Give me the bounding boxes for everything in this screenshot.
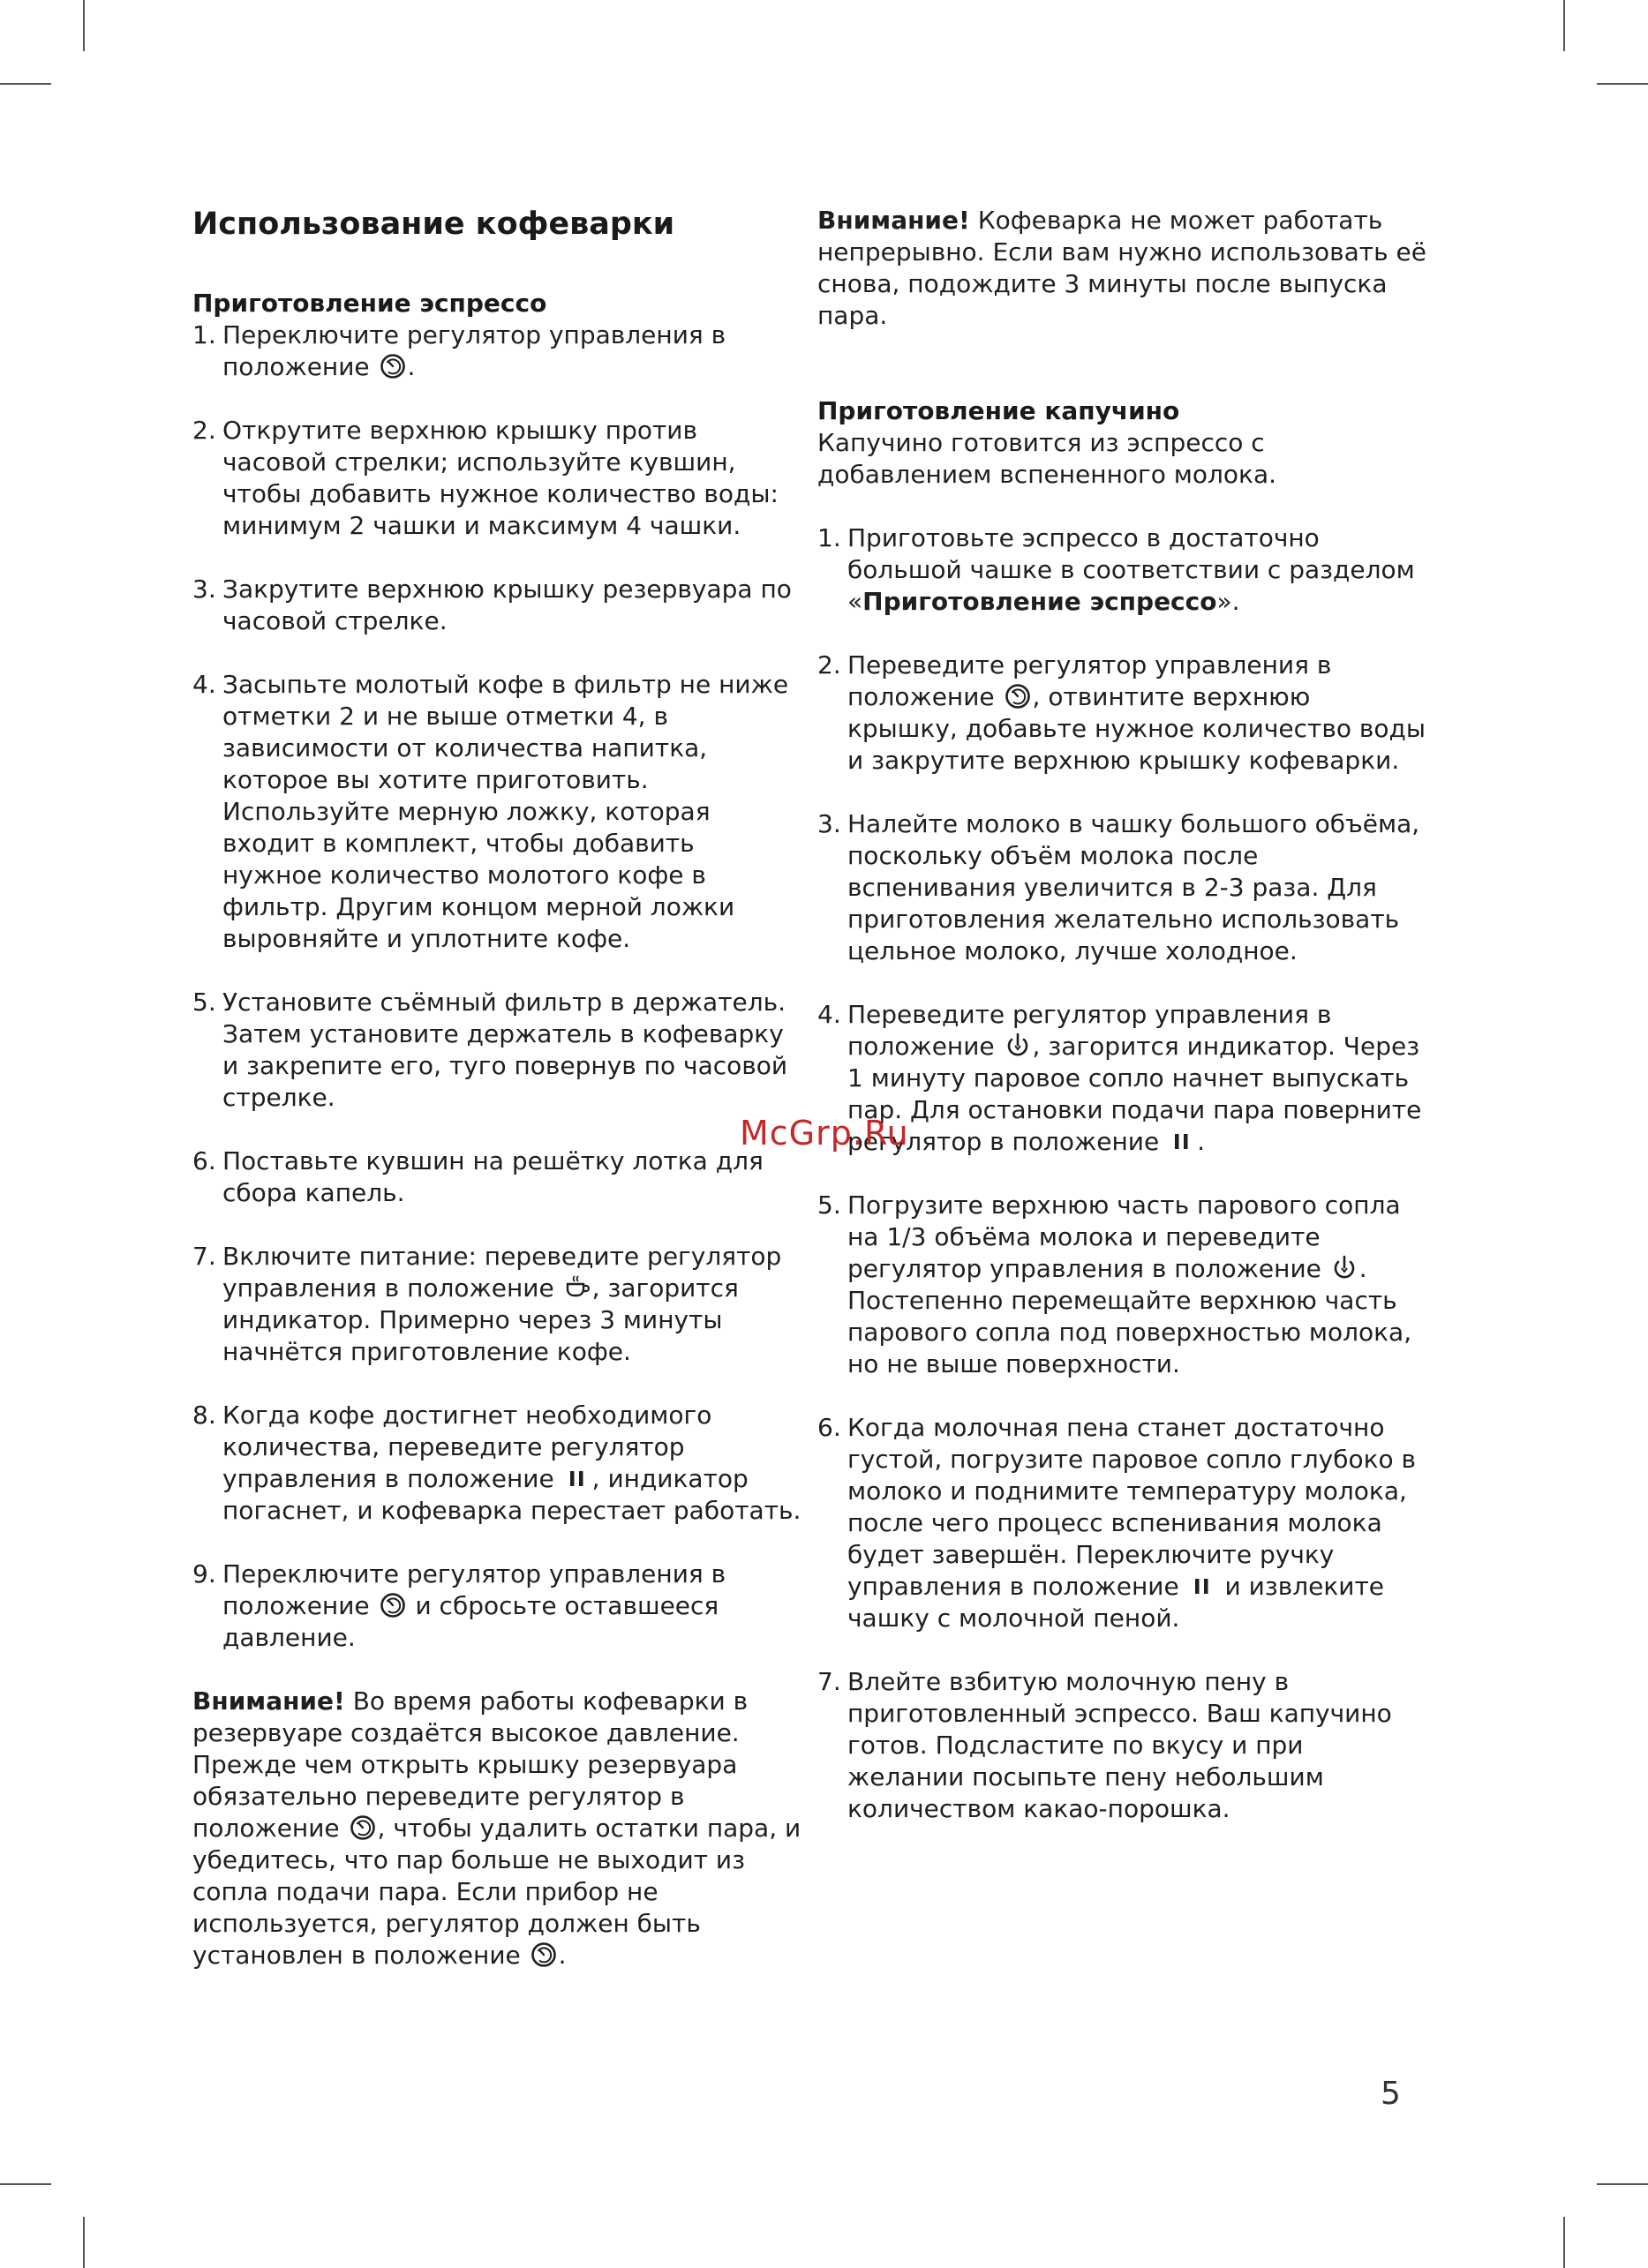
espresso-step-2 [192, 415, 801, 542]
espresso-step-3 [192, 574, 801, 637]
cappuccino-intro: Капучино готовится из эспрессо с добавлением вспененного молока. [817, 428, 1276, 489]
cappuccino-step-1 [817, 522, 1426, 618]
step-number: 8. [192, 1401, 216, 1430]
step-number: 1. [817, 523, 841, 552]
steam-icon [1331, 1255, 1358, 1281]
cappuccino-step-3 [817, 808, 1426, 967]
crop-mark [0, 2183, 51, 2185]
step-text: и сбросьте оставшееся давление. [222, 1591, 719, 1652]
step-text: , загорится индикатор. Через 1 минуту паровое сопло начнет выпускать пар. Для остановки подачи пара поверните регулятор в положение [847, 1032, 1422, 1156]
pause-icon [564, 1465, 591, 1491]
warning-text: Во время работы кофеварки в резервуаре создаётся высокое давление. Прежде чем открыть крышку резервуара обязательно переведите регулятор в положение [192, 1686, 749, 1843]
step-number: 6. [817, 1413, 841, 1442]
step-number: 3. [192, 575, 216, 604]
step-text: Включите питание: переведите регулятор управления в положение [222, 1242, 782, 1303]
espresso-step-1 [192, 319, 801, 383]
warning-label: Внимание! [192, 1686, 345, 1716]
step-text: и извлеките чашку с молочной пеной. [847, 1572, 1384, 1633]
cappuccino-steps [817, 522, 1426, 1825]
crop-mark [1597, 83, 1648, 85]
step-text: Открутите верхнюю крышку против часовой стрелки; используйте кувшин, чтобы добавить нужное количество воды: минимум 2 чашки и максимум 4 чашки. [222, 416, 779, 540]
coffee-cup-icon [564, 1274, 591, 1301]
step-text: . [1197, 1127, 1205, 1156]
step-text: Установите съёмный фильтр в держатель. Затем установите держатель в кофеварку и закрепите его, туго повернув по часовой стрелке. [222, 988, 788, 1112]
pause-icon [1169, 1128, 1195, 1154]
espresso-steps [192, 319, 801, 1654]
step-text: . [407, 352, 416, 381]
step-number: 9. [192, 1559, 216, 1588]
step-text: Налейте молоко в чашку большого объёма, поскольку объём молока после вспенивания увеличится в 2-3 раза. Для приготовления желательно использовать цельное молоко, лучше холодное. [847, 809, 1420, 965]
step-text: Переведите регулятор управления в положение [847, 650, 1332, 711]
warning-label: Внимание! [817, 206, 970, 235]
crop-mark [0, 83, 51, 85]
dial-icon [531, 1941, 557, 1968]
step-text: Погрузите верхнюю часть парового сопла на 1/3 объёма молока и переведите регулятор управления в положение [847, 1190, 1401, 1283]
step-number: 5. [192, 988, 216, 1017]
espresso-step-9 [192, 1558, 801, 1654]
step-text: Переключите регулятор управления в положение [222, 320, 726, 381]
right-column [817, 205, 1426, 1857]
espresso-heading: Приготовление эспрессо [192, 289, 547, 318]
step-number: 4. [817, 1000, 841, 1029]
watermark: McGrp.Ru [740, 1114, 909, 1153]
espresso-warning [192, 1686, 801, 1971]
pause-icon [1189, 1573, 1215, 1599]
step-number: 3. [817, 809, 841, 838]
dial-icon [350, 1814, 376, 1841]
step-text: , загорится индикатор. Примерно через 3 минуты начнётся приготовление кофе. [222, 1273, 739, 1366]
dial-icon [380, 1592, 406, 1618]
step-text: Засыпьте молотый кофе в фильтр не ниже отметки 2 и не выше отметки 4, в зависимости от количества напитка, которое вы хотите приготовить. Используйте мерную ложку, которая входит в комплект, чтобы добавить нужное количество молотого кофе в фильтр. Другим концом мерной ложки выровняйте и уплотните кофе. [222, 670, 789, 953]
left-column [192, 205, 801, 1971]
step-text: Приготовьте эспрессо в достаточно большой чашке в соответствии с разделом « [847, 523, 1415, 616]
step-number: 7. [817, 1667, 841, 1696]
cappuccino-step-7 [817, 1666, 1426, 1825]
step-text: , отвинтите верхнюю крышку, добавьте нужное количество воды и закрутите верхнюю крышку кофеварки. [847, 682, 1426, 775]
step-text: Переведите регулятор управления в положение [847, 1000, 1332, 1061]
step-text: Когда кофе достигнет необходимого количества, переведите регулятор управления в положение [222, 1401, 712, 1493]
cappuccino-step-6 [817, 1412, 1426, 1634]
cappuccino-step-5 [817, 1190, 1426, 1380]
step-number: 7. [192, 1242, 216, 1271]
step-text: Переключите регулятор управления в положение [222, 1559, 726, 1620]
step-text: , индикатор погаснет, и кофеварка перестает работать. [222, 1464, 801, 1525]
step-number: 2. [192, 416, 216, 445]
warning-text: , чтобы удалить остатки пара, и убедитесь, что пар больше не выходит из сопла подачи пара. Если прибор не используется, регулятор должен быть установлен в положение [192, 1814, 801, 1970]
step-number: 1. [192, 320, 216, 349]
page-number: 5 [1381, 2076, 1401, 2112]
espresso-step-4 [192, 669, 801, 955]
step-number: 4. [192, 670, 216, 699]
step-number: 6. [192, 1146, 216, 1175]
cappuccino-heading: Приготовление капучино [817, 396, 1180, 425]
step-text: Влейте взбитую молочную пену в приготовленный эспрессо. Ваш капучино готов. Подсластите по вкусу и при желании посыпьте пену небольшим количеством какао-порошка. [847, 1667, 1392, 1823]
espresso-step-6 [192, 1145, 801, 1209]
step-text: ». [1216, 587, 1240, 616]
crop-mark [83, 0, 85, 51]
step-text: Закрутите верхнюю крышку резервуара по часовой стрелке. [222, 575, 792, 635]
espresso-step-8 [192, 1400, 801, 1527]
step-number: 2. [817, 650, 841, 680]
steam-icon [1005, 1033, 1031, 1059]
continuous-use-warning [817, 205, 1426, 332]
step-text: Когда молочная пена станет достаточно густой, погрузите паровое сопло глубоко в молоко и поднимите температуру молока, после чего процесс вспенивания молока будет завершён. Переключите ручку управления в положение [847, 1413, 1417, 1601]
espresso-step-7 [192, 1241, 801, 1368]
crop-mark [1563, 2217, 1565, 2268]
step-number: 5. [817, 1190, 841, 1220]
dial-icon [380, 353, 406, 379]
page-title: Использование кофеварки [192, 207, 675, 242]
step-text: Постепенно перемещайте верхнюю часть парового сопла под поверхностью молока, но не выше поверхности. [847, 1286, 1412, 1378]
cappuccino-step-2 [817, 650, 1426, 777]
section-reference: Приготовление эспрессо [862, 587, 1217, 616]
crop-mark [83, 2217, 85, 2268]
step-text: . [1358, 1254, 1367, 1283]
espresso-step-5 [192, 987, 801, 1114]
crop-mark [1597, 2183, 1648, 2185]
warning-text: . [558, 1941, 567, 1970]
crop-mark [1563, 0, 1565, 51]
warning-text: Кофеварка не может работать непрерывно. Если вам нужно использовать её снова, подождите 3 минуты после выпуска пара. [817, 206, 1426, 330]
dial-icon [1005, 683, 1031, 710]
step-text: Поставьте кувшин на решётку лотка для сбора капель. [222, 1146, 764, 1207]
